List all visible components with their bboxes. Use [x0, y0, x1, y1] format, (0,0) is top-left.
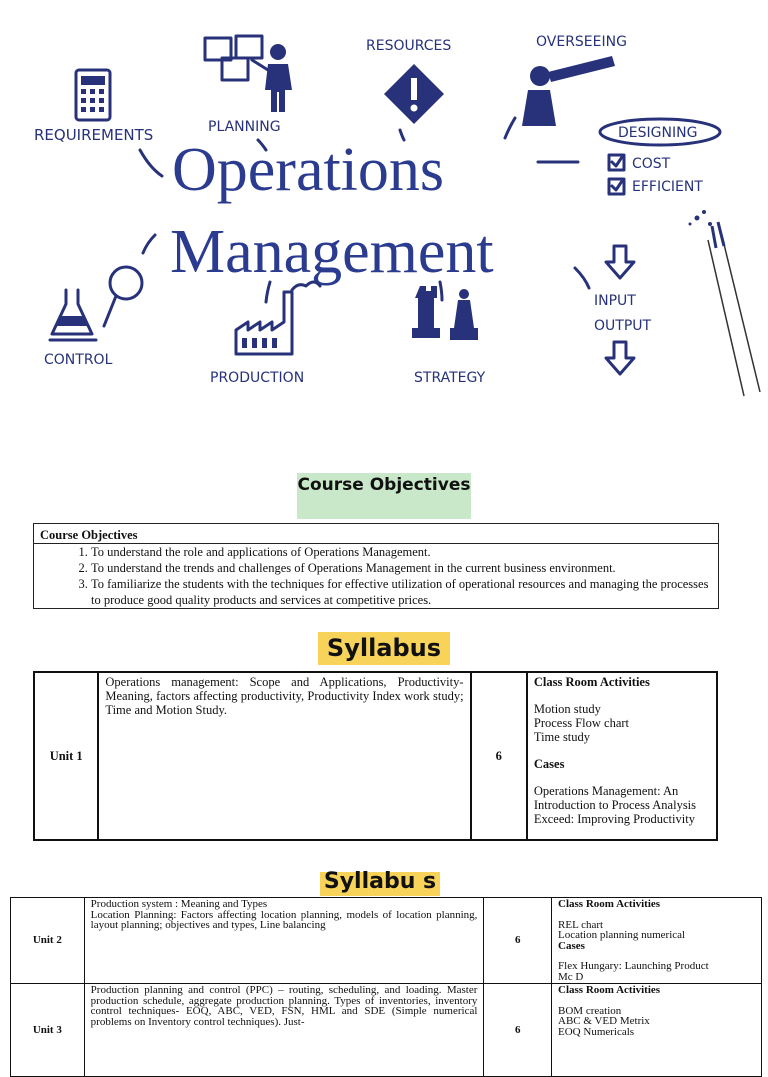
activities-title: Class Room Activities [558, 899, 661, 910]
output-arrow-icon [606, 342, 634, 374]
efficient-label: EFFICIENT [632, 179, 703, 195]
title-operations: Operations [172, 136, 445, 204]
planning-icon [205, 36, 292, 112]
syllabus-table-2 [10, 897, 762, 1077]
case-item: Operations Management: An [533, 784, 679, 798]
warning-sign-icon [384, 64, 444, 124]
output-label: OUTPUT [594, 318, 652, 334]
course-objectives-box [33, 523, 719, 609]
activity-item: EOQ Numericals [558, 1026, 635, 1037]
calculator-icon [76, 70, 110, 120]
resources-label: RESOURCES [366, 38, 452, 54]
cases-title: Cases [558, 940, 585, 951]
activity-item: Process Flow chart [533, 716, 629, 730]
objective-item: 2. To understand the trends and challenges of Operations Management in the current business environment. [91, 560, 711, 576]
requirements-label: REQUIREMENTS [34, 126, 154, 144]
activity-item: REL chart [558, 919, 604, 930]
course-objectives-label-text: Course Objectives [297, 475, 471, 495]
activity-item: Motion study [533, 702, 601, 716]
chess-pieces-icon [412, 286, 478, 340]
activities-cell [527, 672, 717, 840]
overseeing-label: OVERSEEING [536, 34, 627, 50]
activity-item: ABC & VED Metrix [558, 1016, 650, 1027]
content-body: Location Planning: Factors affecting location planning, models of location planning, layout planning; objectives and types, Line balancing [90, 908, 478, 931]
magnifier-icon [104, 267, 142, 326]
unit-cell: Unit 2 [11, 898, 85, 984]
planning-label: PLANNING [208, 119, 281, 135]
activity-item: Location planning numerical [558, 930, 686, 941]
flask-icon [50, 290, 96, 340]
title-management: Management [170, 218, 494, 286]
objectives-list [34, 544, 711, 608]
factory-icon [236, 282, 320, 354]
activities-title: Class Room Activities [558, 985, 661, 996]
table-row [34, 672, 717, 840]
hours-cell: 6 [484, 984, 552, 1077]
unit-content-cell [84, 898, 484, 984]
cost-label: COST [632, 156, 671, 172]
objective-item: 3. To familiarize the students with the techniques for effective utilization of operational resources and managing the processes to produce good quality products and services at competitive prices. [91, 576, 711, 608]
course-objectives-label [297, 473, 471, 519]
syllabus-label-2: Syllabu s [320, 872, 440, 896]
case-item: Exceed: Improving Productivity [533, 812, 695, 826]
control-label: CONTROL [44, 352, 113, 368]
hours-cell: 6 [484, 898, 552, 984]
case-item: Flex Hungary: Launching Product [558, 961, 709, 972]
activities-title: Class Room Activities [533, 675, 650, 689]
table-row [11, 898, 762, 984]
unit-content-cell: Production planning and control (PPC) – routing, scheduling, and loading. Master production schedule, aggregate production planning. Types of inventories, inventory control techniques- EOQ, ABC, VED, FSN, HML and SDE (Simple numerical problems on Inventory control techniques). Just- [84, 984, 484, 1077]
input-label: INPUT [594, 293, 636, 309]
syllabus-table-1 [33, 671, 718, 841]
course-objectives-box-title: Course Objectives [40, 528, 138, 542]
table-row [11, 984, 762, 1077]
case-item: Introduction to Process Analysis [533, 798, 697, 812]
pens-icon [689, 210, 761, 396]
designing-label: DESIGNING [618, 125, 698, 141]
objective-item: 1. To understand the role and applications of Operations Management. [91, 544, 711, 560]
activities-cell [552, 984, 762, 1077]
unit-cell: Unit 3 [11, 984, 85, 1077]
hours-cell: 6 [471, 672, 527, 840]
syllabus-label: Syllabus [318, 632, 450, 665]
case-item: Mc D [558, 971, 584, 982]
unit-content-cell: Operations management: Scope and Applications, Productivity- Meaning, factors affecting productivity, Productivity Index work study; Time and Motion Study. [98, 672, 470, 840]
unit-cell: Unit 1 [34, 672, 98, 840]
input-arrow-icon [606, 246, 634, 278]
cases-title: Cases [533, 757, 565, 771]
activities-cell [552, 898, 762, 984]
activity-item: Time study [533, 730, 591, 744]
telescope-figure-icon [522, 56, 615, 126]
activity-item: BOM creation [558, 1005, 622, 1016]
strategy-label: STRATEGY [414, 370, 486, 386]
operations-management-illustration [0, 0, 768, 420]
production-label: PRODUCTION [210, 370, 305, 386]
content-title: Production system : Meaning and Types [90, 898, 268, 910]
